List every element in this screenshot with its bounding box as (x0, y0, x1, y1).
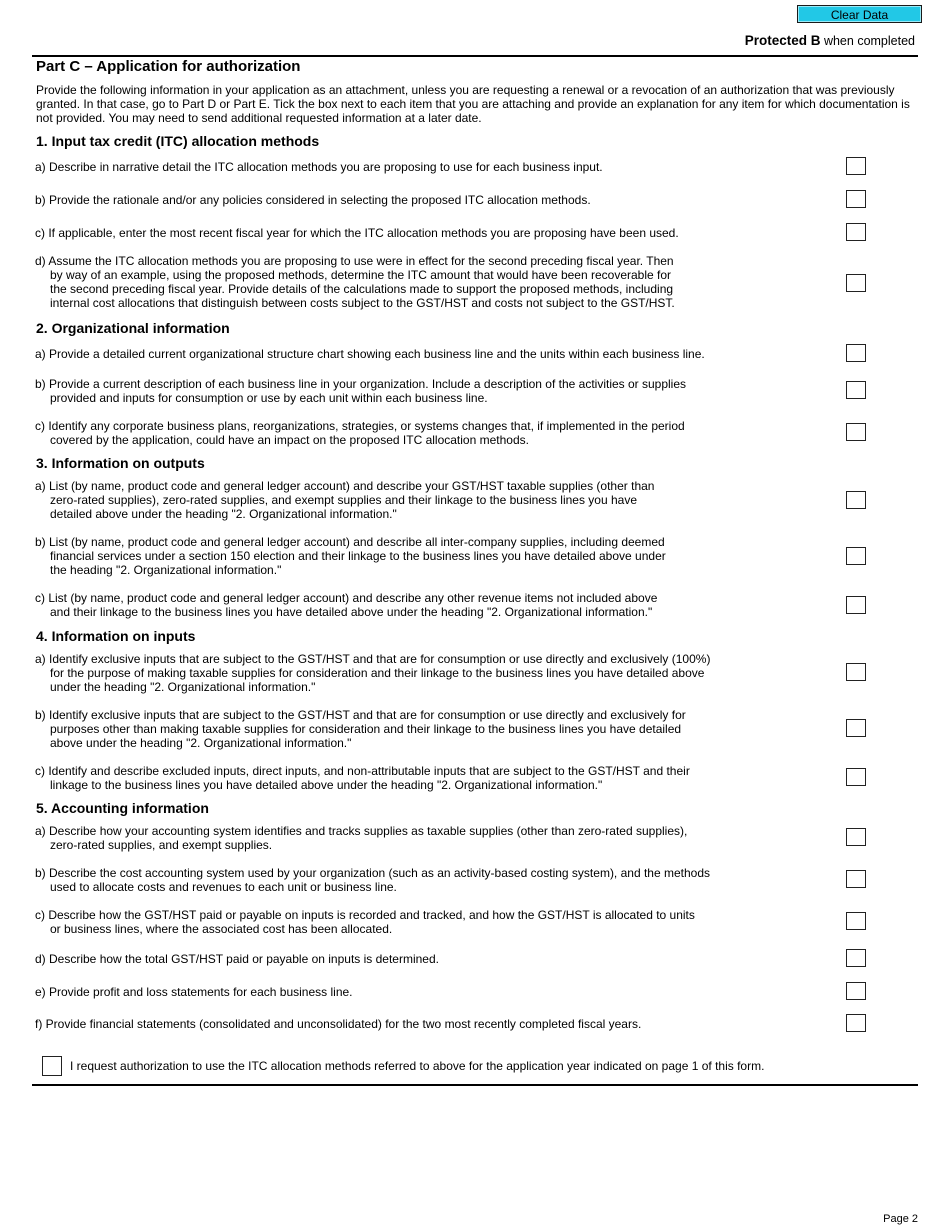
item-line: a) List (by name, product code and general ledger account) and describe your GST/HST taxable supplies (other than (35, 479, 655, 493)
item-5a (35, 824, 755, 852)
attach-checkbox-4c[interactable] (846, 768, 866, 786)
protected-b-notice (745, 33, 915, 48)
attach-checkbox-2b[interactable] (846, 381, 866, 399)
attach-checkbox-1a[interactable] (846, 157, 866, 175)
attach-checkbox-2a[interactable] (846, 344, 866, 362)
item-line: e) Provide profit and loss statements for each business line. (35, 985, 353, 999)
item-line: detailed above under the heading "2. Organizational information." (50, 507, 397, 521)
part-title: Part C – Application for authorization (36, 58, 301, 75)
item-line: for the purpose of making taxable supplies for consideration and their linkage to the business lines you have detailed above (50, 666, 705, 680)
item-line: d) Assume the ITC allocation methods you are proposing to use were in effect for the second preceding fiscal year. Then (35, 254, 674, 268)
attach-checkbox-1c[interactable] (846, 223, 866, 241)
section-title-5: 5. Accounting information (36, 800, 209, 816)
item-line: c) If applicable, enter the most recent fiscal year for which the ITC allocation methods you are proposing have been used. (35, 226, 679, 240)
attach-checkbox-5b[interactable] (846, 870, 866, 888)
request-authorization-checkbox[interactable] (42, 1056, 62, 1076)
item-2c (35, 419, 755, 447)
item-5f (35, 1017, 755, 1031)
section-title-4: 4. Information on inputs (36, 628, 196, 644)
item-5e (35, 985, 755, 999)
attach-checkbox-1b[interactable] (846, 190, 866, 208)
attach-checkbox-3c[interactable] (846, 596, 866, 614)
item-line: f) Provide financial statements (consolidated and unconsolidated) for the two most recently completed fiscal years. (35, 1017, 642, 1031)
item-line: c) Identify any corporate business plans, reorganizations, strategies, or systems changes that, if implemented in the period (35, 419, 685, 433)
item-line: a) Describe how your accounting system identifies and tracks supplies as taxable supplies (other than zero-rated supplies), (35, 824, 688, 838)
item-line: b) Identify exclusive inputs that are subject to the GST/HST and that are for consumption or use directly and exclusively for (35, 708, 686, 722)
attach-checkbox-3b[interactable] (846, 547, 866, 565)
item-line: b) List (by name, product code and general ledger account) and describe all inter-company supplies, including deemed (35, 535, 665, 549)
page-number: Page 2 (883, 1213, 918, 1225)
item-3b (35, 535, 755, 577)
item-line: zero-rated supplies), zero-rated supplies, and exempt supplies and their linkage to the business lines you have (50, 493, 638, 507)
item-line: zero-rated supplies, and exempt supplies. (50, 838, 273, 852)
item-1c (35, 226, 755, 240)
item-1a (35, 160, 755, 174)
item-line: b) Provide the rationale and/or any policies considered in selecting the proposed ITC allocation methods. (35, 193, 591, 207)
item-line: and their linkage to the business lines you have detailed above under the heading "2. Organizational information." (50, 605, 653, 619)
item-line: c) List (by name, product code and general ledger account) and describe any other revenue items not included above (35, 591, 658, 605)
attach-checkbox-5d[interactable] (846, 949, 866, 967)
item-line: a) Identify exclusive inputs that are subject to the GST/HST and that are for consumption or use directly and exclusively (100%) (35, 652, 711, 666)
clear-data-button[interactable]: Clear Data (797, 5, 922, 23)
item-line: above under the heading "2. Organizational information." (50, 736, 352, 750)
bottom-divider (32, 1084, 918, 1086)
item-line: or business lines, where the associated cost has been allocated. (50, 922, 393, 936)
item-line: c) Identify and describe excluded inputs, direct inputs, and non-attributable inputs that are subject to the GST/HST and their (35, 764, 690, 778)
item-2a (35, 347, 755, 361)
protected-suffix: when completed (820, 34, 915, 48)
item-line: b) Describe the cost accounting system used by your organization (such as an activity-based costing system), and the methods (35, 866, 710, 880)
item-line: c) Describe how the GST/HST paid or payable on inputs is recorded and tracked, and how the GST/HST is allocated to units (35, 908, 695, 922)
attach-checkbox-5c[interactable] (846, 912, 866, 930)
part-intro: Provide the following information in your application as an attachment, unless you are requesting a renewal or a revocation of an authorization that was previously granted. In that case, go to Part D or Part E. Tick the box next to each item that you are attaching and provide an explanation for any item for which documentation is not provided. You may need to send additional requested information at a later date. (36, 83, 910, 125)
request-authorization-label: I request authorization to use the ITC allocation methods referred to above for the application year indicated on page 1 of this form. (70, 1059, 765, 1073)
item-4b (35, 708, 755, 750)
attach-checkbox-3a[interactable] (846, 491, 866, 509)
item-5d (35, 952, 755, 966)
item-line: internal cost allocations that distinguish between costs subject to the GST/HST and costs not subject to the GST/HST. (50, 296, 675, 310)
item-line: financial services under a section 150 election and their linkage to the business lines you have detailed above under (50, 549, 666, 563)
item-line: the heading "2. Organizational information." (50, 563, 282, 577)
section-title-2: 2. Organizational information (36, 320, 230, 336)
item-line: used to allocate costs and revenues to each unit or business line. (50, 880, 397, 894)
attach-checkbox-4a[interactable] (846, 663, 866, 681)
item-4c (35, 764, 755, 792)
item-5c (35, 908, 755, 936)
item-line: purposes other than making taxable supplies for consideration and their linkage to the business lines you have detailed (50, 722, 682, 736)
section-title-3: 3. Information on outputs (36, 455, 205, 471)
attach-checkbox-5e[interactable] (846, 982, 866, 1000)
item-line: covered by the application, could have an impact on the proposed ITC allocation methods. (50, 433, 529, 447)
attach-checkbox-2c[interactable] (846, 423, 866, 441)
item-line: under the heading "2. Organizational information." (50, 680, 316, 694)
top-divider (32, 55, 918, 57)
item-line: the second preceding fiscal year. Provide details of the calculations made to support the proposed methods, including (50, 282, 674, 296)
item-line: linkage to the business lines you have detailed above under the heading "2. Organizational information." (50, 778, 603, 792)
item-line: a) Provide a detailed current organizational structure chart showing each business line and the units within each business line. (35, 347, 705, 361)
item-line: d) Describe how the total GST/HST paid or payable on inputs is determined. (35, 952, 439, 966)
attach-checkbox-5f[interactable] (846, 1014, 866, 1032)
item-line: b) Provide a current description of each business line in your organization. Include a description of the activities or supplies (35, 377, 687, 391)
item-1d (35, 254, 755, 310)
protected-label: Protected B (744, 33, 821, 48)
item-line: provided and inputs for consumption or use by each unit within each business line. (50, 391, 488, 405)
attach-checkbox-1d[interactable] (846, 274, 866, 292)
attach-checkbox-5a[interactable] (846, 828, 866, 846)
attach-checkbox-4b[interactable] (846, 719, 866, 737)
item-5b (35, 866, 755, 894)
item-line: by way of an example, using the proposed methods, determine the ITC amount that would have been recoverable for (50, 268, 672, 282)
item-1b (35, 193, 755, 207)
item-3c (35, 591, 755, 619)
item-line: a) Describe in narrative detail the ITC allocation methods you are proposing to use for each business input. (35, 160, 603, 174)
item-2b (35, 377, 755, 405)
item-3a (35, 479, 755, 521)
item-4a (35, 652, 755, 694)
section-title-1: 1. Input tax credit (ITC) allocation methods (36, 133, 320, 149)
